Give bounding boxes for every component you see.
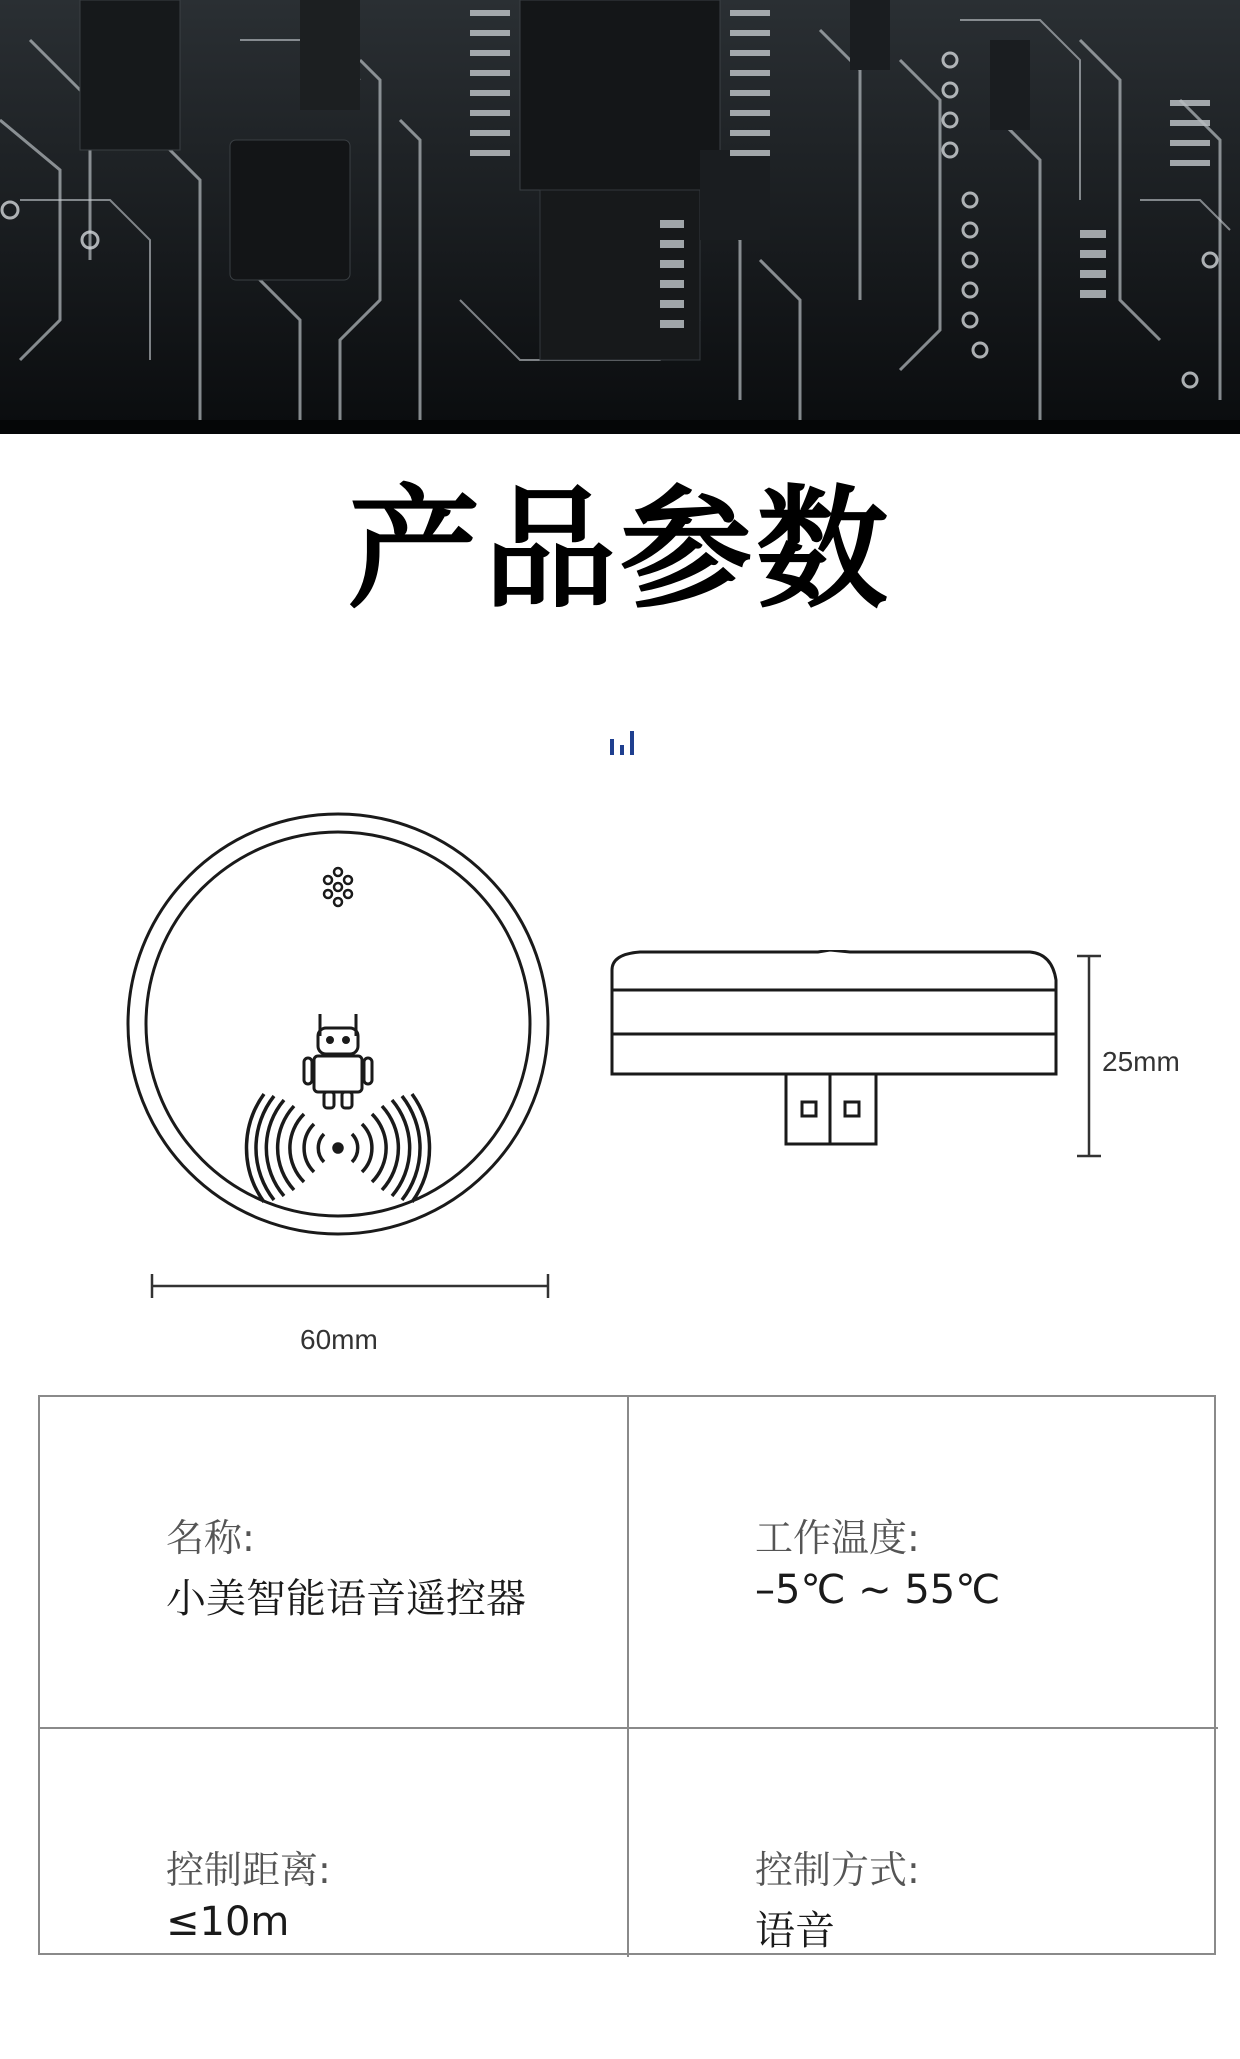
height-dimension-line — [1077, 956, 1101, 1156]
width-dimension-label: 60mm — [300, 1324, 378, 1355]
voice-waves-icon — [246, 1094, 429, 1202]
spec-label: 名称: — [166, 1516, 255, 1560]
signal-bars-icon — [607, 727, 637, 757]
height-dimension-label: 25mm — [1102, 1046, 1180, 1077]
hero-circuit-board-image — [0, 0, 1240, 434]
spec-cell-name — [40, 1397, 627, 1727]
spec-value: 小美智能语音遥控器 — [166, 1576, 526, 1622]
width-dimension-line — [152, 1274, 548, 1298]
side-view-diagram — [600, 950, 1120, 1170]
spec-value: –5℃ ~ 55℃ — [755, 1567, 1001, 1613]
spec-label: 控制方式: — [755, 1848, 920, 1892]
android-icon — [304, 1014, 372, 1108]
page-title: 产品参数 — [348, 473, 892, 627]
spec-cell-distance — [40, 1729, 627, 2059]
spec-table — [38, 1395, 1216, 1955]
spec-value: ≤10m — [166, 1899, 290, 1945]
spec-value: 语音 — [755, 1908, 835, 1954]
spec-label: 控制距离: — [166, 1848, 331, 1892]
spec-cell-temperature — [629, 1397, 1216, 1727]
spec-cell-control-mode — [629, 1729, 1216, 2059]
microphone-icon — [324, 868, 352, 906]
spec-label: 工作温度: — [755, 1516, 920, 1560]
front-view-diagram — [120, 800, 580, 1360]
